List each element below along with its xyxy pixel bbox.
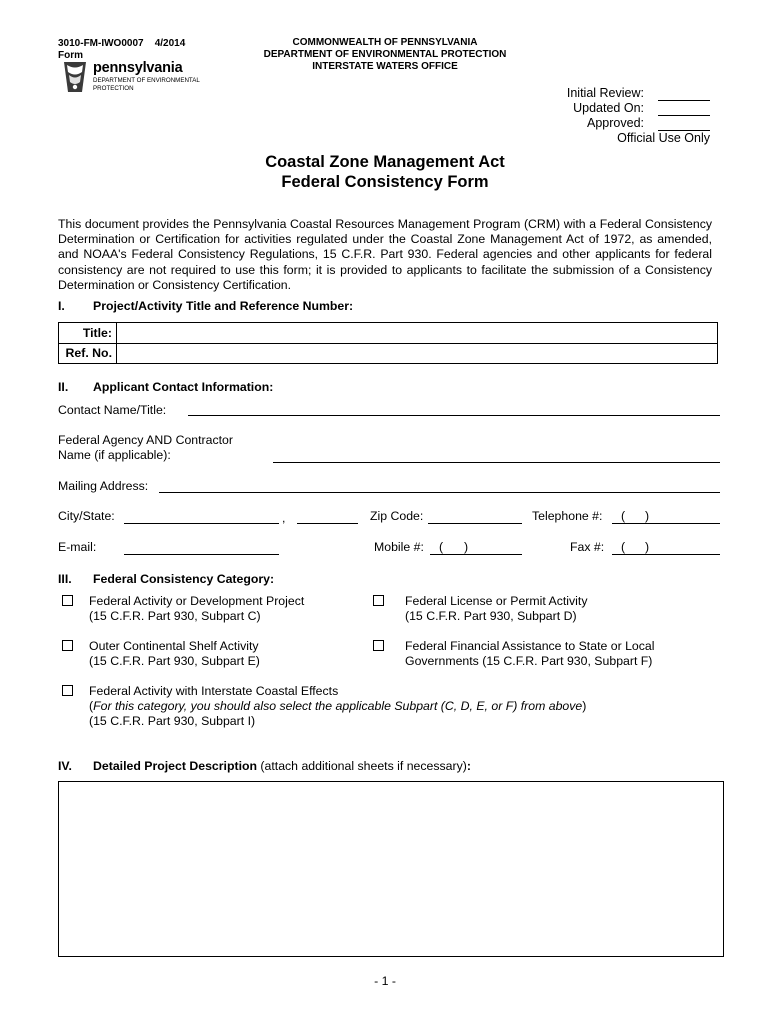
form-identifier	[58, 38, 185, 62]
telephone-label: Telephone #:	[532, 509, 603, 523]
section-4-colon: :	[466, 759, 471, 773]
city-state-comma: ,	[282, 511, 286, 525]
federal-agency-label-line1: Federal Agency AND Contractor	[58, 433, 233, 447]
category-subpart-i	[89, 684, 586, 729]
category-subpart-e	[89, 639, 260, 669]
section-4-note: (attach additional sheets if necessary)	[257, 759, 467, 773]
category-subpart-c-citation: (15 C.F.R. Part 930, Subpart C)	[89, 609, 261, 623]
mobile-field[interactable]	[430, 554, 522, 555]
federal-agency-label	[58, 433, 233, 463]
category-subpart-d-citation: (15 C.F.R. Part 930, Subpart D)	[405, 609, 577, 623]
logo-subtitle-line1: DEPARTMENT OF ENVIRONMENTAL	[93, 77, 200, 84]
updated-on-label: Updated On:	[573, 101, 644, 115]
page-number: - 1 -	[374, 974, 396, 988]
contact-name-label: Contact Name/Title:	[58, 403, 167, 417]
fax-label: Fax #:	[570, 540, 605, 554]
form-title-line2: Federal Consistency Form	[281, 173, 489, 191]
category-subpart-i-title: Federal Activity with Interstate Coastal Effects	[89, 684, 339, 698]
category-subpart-i-checkbox[interactable]	[62, 685, 73, 696]
category-subpart-d	[405, 594, 587, 624]
logo-subtitle-line2: PROTECTION	[93, 84, 134, 92]
mailing-address-label: Mailing Address:	[58, 479, 149, 493]
section-2-number: II.	[58, 380, 69, 394]
city-field[interactable]	[124, 523, 279, 524]
telephone-paren-open: (	[621, 509, 626, 523]
category-subpart-i-note-open: (	[89, 699, 94, 713]
section-2-title: Applicant Contact Information:	[93, 380, 274, 394]
category-subpart-c-title: Federal Activity or Development Project	[89, 594, 305, 608]
approved-label: Approved:	[587, 116, 644, 130]
category-subpart-e-checkbox[interactable]	[62, 640, 73, 651]
section-1-heading	[58, 299, 353, 313]
state-field[interactable]	[297, 523, 358, 524]
telephone-field[interactable]	[612, 523, 720, 524]
official-use-block	[567, 86, 710, 146]
initial-review-field[interactable]	[658, 88, 710, 101]
ref-number-label: Ref. No.	[59, 343, 117, 363]
form-label: Form	[58, 50, 83, 61]
logo-subtitle	[93, 77, 200, 92]
official-use-caption: Official Use Only	[617, 131, 710, 145]
title-ref-table	[58, 322, 718, 364]
keystone-logo-icon	[60, 60, 90, 94]
federal-agency-label-line2: Name (if applicable):	[58, 448, 171, 462]
category-subpart-e-title: Outer Continental Shelf Activity	[89, 639, 259, 653]
project-description-box[interactable]	[58, 781, 724, 957]
agency-line1: COMMONWEALTH OF PENNSYLVANIA	[292, 37, 478, 48]
fax-field[interactable]	[612, 554, 720, 555]
mobile-label: Mobile #:	[374, 540, 424, 554]
section-2-heading	[58, 380, 273, 394]
ref-row	[59, 343, 717, 363]
category-subpart-c	[89, 594, 304, 624]
section-3-title: Federal Consistency Category:	[93, 572, 275, 586]
agency-line3: INTERSTATE WATERS OFFICE	[312, 61, 458, 72]
category-subpart-i-citation: (15 C.F.R. Part 930, Subpart I)	[89, 714, 256, 728]
mobile-paren-open: (	[439, 540, 444, 554]
ref-number-input[interactable]	[121, 343, 713, 363]
email-label: E-mail:	[58, 540, 97, 554]
zip-code-label: Zip Code:	[370, 509, 424, 523]
category-subpart-i-note-text: For this category, you should also select the applicable Subpart (C, D, E, or F) from above	[93, 699, 583, 713]
fax-paren-open: (	[621, 540, 626, 554]
mobile-paren-close: )	[464, 540, 469, 554]
category-subpart-d-checkbox[interactable]	[373, 595, 384, 606]
zip-code-field[interactable]	[428, 523, 522, 524]
intro-paragraph: This document provides the Pennsylvania Coastal Resources Management Program (CRM) with a Federal Consistency Determination or Certification for activities regulated under the Coastal Zone Management Act of 1972, as amended, and NOAA's Federal Consistency Regulations, 15 C.F.R. Part 930. Federal agencies and other applicants for federal consistency are not required to use this form; it is provided to applicants to facilitate the submission of a Consistency Determination or Consistency Certification.	[58, 217, 712, 292]
telephone-paren-close: )	[645, 509, 650, 523]
contact-name-field[interactable]	[188, 415, 720, 416]
section-4-heading	[58, 759, 471, 773]
section-1-title: Project/Activity Title and Reference Number:	[93, 299, 354, 313]
section-4-number: IV.	[58, 759, 72, 773]
category-subpart-e-citation: (15 C.F.R. Part 930, Subpart E)	[89, 654, 260, 668]
fax-paren-close: )	[645, 540, 650, 554]
title-label: Title:	[59, 323, 117, 343]
federal-agency-field[interactable]	[273, 462, 720, 463]
category-subpart-c-checkbox[interactable]	[62, 595, 73, 606]
category-subpart-i-note	[89, 699, 586, 714]
section-4-title: Detailed Project Description	[93, 759, 258, 773]
category-subpart-i-note-close: )	[582, 699, 587, 713]
category-subpart-f	[405, 639, 655, 669]
category-subpart-d-title: Federal License or Permit Activity	[405, 594, 588, 608]
email-field[interactable]	[124, 554, 279, 555]
agency-line2: DEPARTMENT OF ENVIRONMENTAL PROTECTION	[263, 49, 507, 60]
logo-wordmark: pennsylvania	[93, 60, 183, 76]
initial-review-label: Initial Review:	[566, 86, 644, 100]
city-state-label: City/State:	[58, 509, 115, 523]
category-subpart-f-checkbox[interactable]	[373, 640, 384, 651]
section-3-heading	[58, 572, 274, 586]
agency-header	[230, 37, 540, 73]
form-title-line1: Coastal Zone Management Act	[265, 153, 505, 171]
title-row	[59, 323, 717, 344]
category-subpart-f-title: Federal Financial Assistance to State or Local	[405, 639, 655, 653]
approved-field[interactable]	[658, 118, 710, 131]
form-date: 4/2014	[154, 38, 186, 49]
section-1-number: I.	[58, 299, 65, 313]
section-3-number: III.	[58, 572, 72, 586]
mailing-address-field[interactable]	[159, 492, 720, 493]
form-id: 3010-FM-IWO0007	[58, 38, 144, 49]
category-subpart-f-citation: Governments (15 C.F.R. Part 930, Subpart F)	[405, 654, 653, 668]
form-title	[0, 152, 770, 192]
title-input[interactable]	[121, 323, 713, 343]
updated-on-field[interactable]	[658, 103, 710, 116]
